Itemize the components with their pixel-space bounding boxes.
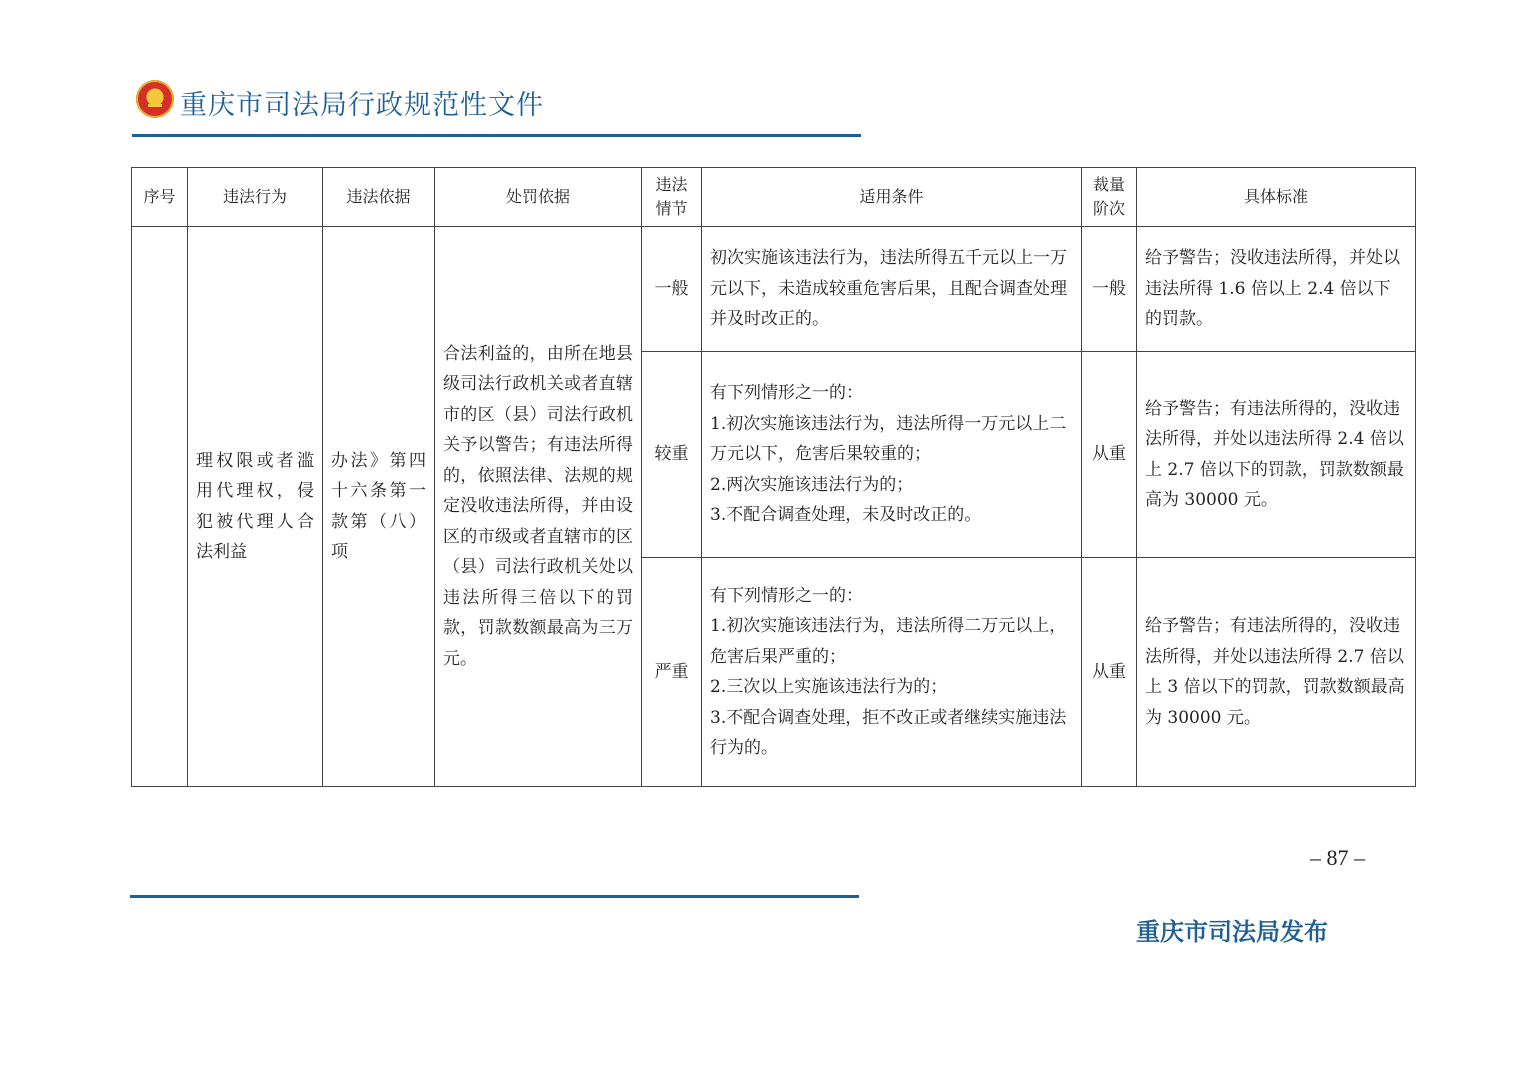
page-number: – 87 – bbox=[1310, 845, 1365, 870]
cell-standard-severe: 给予警告；有违法所得的，没收违法所得，并处以违法所得 2.7 倍以上 3 倍以下的罚款，罚款数额最高为 30000 元。 bbox=[1137, 558, 1416, 787]
document-title: 重庆市司法局行政规范性文件 bbox=[180, 90, 544, 121]
condition-line: 有下列情形之一的： bbox=[710, 383, 863, 404]
condition-line: 初次实施该违法行为，违法所得五千元以上一万元以下，未造成较重危害后果，且配合调查处理并及时改正的。 bbox=[710, 248, 1067, 330]
national-emblem-icon bbox=[136, 80, 174, 118]
cell-circumstance-severe: 严重 bbox=[642, 558, 702, 787]
col-header-circumstance-line2: 情节 bbox=[655, 199, 688, 218]
table-row bbox=[132, 227, 1416, 352]
table-header-row bbox=[132, 168, 1416, 227]
cell-level-serious: 从重 bbox=[1082, 352, 1137, 558]
col-header-conditions: 适用条件 bbox=[702, 168, 1082, 227]
footer-divider bbox=[130, 895, 859, 898]
header-divider bbox=[132, 134, 861, 137]
cell-basis: 办法》第四十六条第一款第（八）项 bbox=[323, 227, 435, 787]
condition-line: 2.三次以上实施该违法行为的； bbox=[710, 677, 948, 697]
cell-level-general: 一般 bbox=[1082, 227, 1137, 352]
cell-level-severe: 从重 bbox=[1082, 558, 1137, 787]
col-header-level-line2: 阶次 bbox=[1092, 199, 1125, 218]
cell-conditions-severe bbox=[702, 558, 1082, 787]
cell-circumstance-serious: 较重 bbox=[642, 352, 702, 558]
condition-line: 有下列情形之一的： bbox=[710, 585, 863, 606]
col-header-basis: 违法依据 bbox=[323, 168, 435, 227]
publisher-label: 重庆市司法局发布 bbox=[1136, 918, 1328, 946]
cell-seq bbox=[132, 227, 188, 787]
condition-line: 1.初次实施该违法行为，违法所得一万元以上二万元以下，危害后果较重的； bbox=[710, 413, 1067, 465]
col-header-level bbox=[1082, 168, 1137, 227]
col-header-circumstance bbox=[642, 168, 702, 227]
condition-line: 1.初次实施该违法行为，违法所得二万元以上，危害后果严重的； bbox=[710, 616, 1067, 667]
col-header-circumstance-line1: 违法 bbox=[655, 175, 688, 194]
cell-conditions-general bbox=[702, 227, 1082, 352]
condition-line: 3.不配合调查处理，拒不改正或者继续实施违法行为的。 bbox=[710, 707, 1067, 758]
condition-line: 3.不配合调查处理，未及时改正的。 bbox=[710, 505, 982, 526]
cell-act: 理权限或者滥用代理权，侵犯被代理人合法利益 bbox=[188, 227, 323, 787]
col-header-standard: 具体标准 bbox=[1137, 168, 1416, 227]
cell-standard-serious: 给予警告；有违法所得的，没收违法所得，并处以违法所得 2.4 倍以上 2.7 倍以下的罚款，罚款数额最高为 30000 元。 bbox=[1137, 352, 1416, 558]
condition-line: 2.两次实施该违法行为的； bbox=[710, 474, 914, 495]
cell-circumstance-general: 一般 bbox=[642, 227, 702, 352]
cell-standard-general: 给予警告；没收违法所得，并处以违法所得 1.6 倍以上 2.4 倍以下的罚款。 bbox=[1137, 227, 1416, 352]
discretion-standard-table bbox=[131, 167, 1416, 787]
col-header-act: 违法行为 bbox=[188, 168, 323, 227]
col-header-seq: 序号 bbox=[132, 168, 188, 227]
col-header-level-line1: 裁量 bbox=[1092, 175, 1125, 194]
cell-penalty-basis: 合法利益的，由所在地县级司法行政机关或者直辖市的区（县）司法行政机关予以警告；有违法所得的，依照法律、法规的规定没收违法所得，并由设区的市级或者直辖市的区（县）司法行政机关处以违法所得三倍以下的罚款，罚款数额最高为三万元。 bbox=[435, 227, 642, 787]
col-header-penalty-basis: 处罚依据 bbox=[435, 168, 642, 227]
cell-conditions-serious bbox=[702, 352, 1082, 558]
